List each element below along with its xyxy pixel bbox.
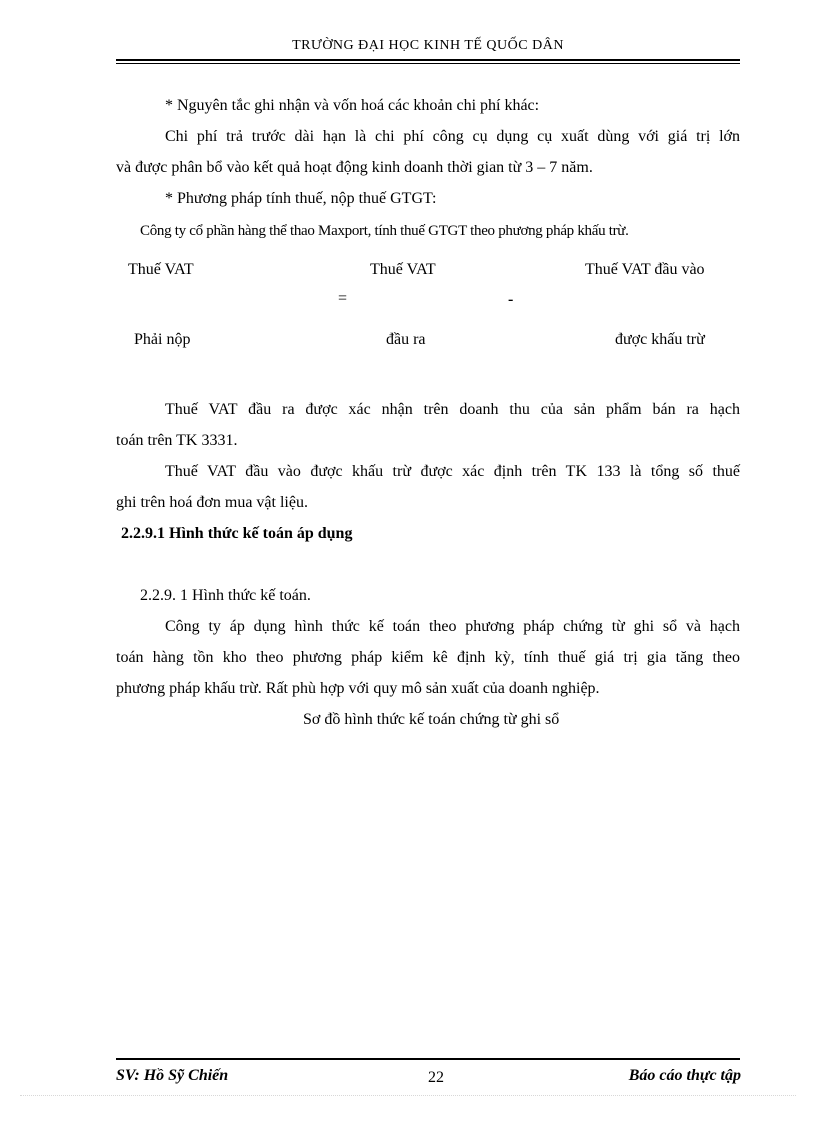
formula-minus: -: [508, 291, 514, 308]
paragraph-company-vat: Công ty cổ phần hàng thể thao Maxport, tính thuế GTGT theo phương pháp khấu trừ.: [140, 223, 629, 239]
footer-page-number: 22: [428, 1069, 444, 1086]
paragraph-input-vat-line1: Thuế VAT đầu vào được khấu trừ được xác định trên TK 133 là tổng số thuế: [165, 463, 740, 480]
header-rule-thick: [116, 59, 740, 61]
formula-col3-bottom: được khấu trừ: [615, 331, 705, 348]
paragraph-accounting-line3: phương pháp khấu trừ. Rất phù hợp với quy mô sản xuất của doanh nghiệp.: [116, 680, 600, 697]
paragraph-output-vat-line1: Thuế VAT đầu ra được xác nhận trên doanh thu của sản phẩm bán ra hạch: [165, 401, 740, 418]
page-bottom-divider: [20, 1095, 796, 1096]
formula-col1-top: Thuế VAT: [128, 261, 194, 278]
paragraph-prepaid-line2: và được phân bổ vào kết quả hoạt động kinh doanh thời gian từ 3 – 7 năm.: [116, 159, 593, 176]
formula-col1-bottom: Phải nộp: [134, 331, 191, 348]
paragraph-principle: * Nguyên tắc ghi nhận và vốn hoá các khoản chi phí khác:: [165, 97, 540, 114]
footer-report-type: Báo cáo thực tập: [628, 1067, 741, 1084]
paragraph-prepaid-line1: Chi phí trả trước dài hạn là chi phí công cụ dụng cụ xuất dùng với giá trị lớn: [165, 128, 740, 145]
paragraph-accounting-line1: Công ty áp dụng hình thức kế toán theo phương pháp chứng từ ghi sổ và hạch: [165, 618, 740, 635]
formula-col3-top: Thuế VAT đầu vào: [585, 261, 705, 278]
formula-col2-bottom: đầu ra: [386, 331, 426, 348]
paragraph-input-vat-line2: ghi trên hoá đơn mua vật liệu.: [116, 494, 308, 511]
paragraph-vat-method: * Phương pháp tính thuế, nộp thuế GTGT:: [165, 190, 437, 207]
header-rule-thin: [116, 63, 740, 64]
paragraph-output-vat-line2: toán trên TK 3331.: [116, 432, 238, 449]
subsection-title: 2.2.9. 1 Hình thức kế toán.: [140, 587, 311, 604]
diagram-caption: Sơ đồ hình thức kế toán chứng từ ghi sổ: [303, 711, 560, 728]
header-title: TRƯỜNG ĐẠI HỌC KINH TẾ QUỐC DÂN: [292, 38, 564, 53]
formula-equals: =: [338, 290, 348, 307]
footer-author: SV: Hồ Sỹ Chiến: [116, 1067, 229, 1084]
footer-rule: [116, 1058, 740, 1060]
section-heading: 2.2.9.1 Hình thức kế toán áp dụng: [121, 525, 353, 542]
paragraph-accounting-line2: toán hàng tồn kho theo phương pháp kiểm kê định kỳ, tính thuế giá trị gia tăng theo: [116, 649, 740, 666]
formula-col2-top: Thuế VAT: [370, 261, 436, 278]
